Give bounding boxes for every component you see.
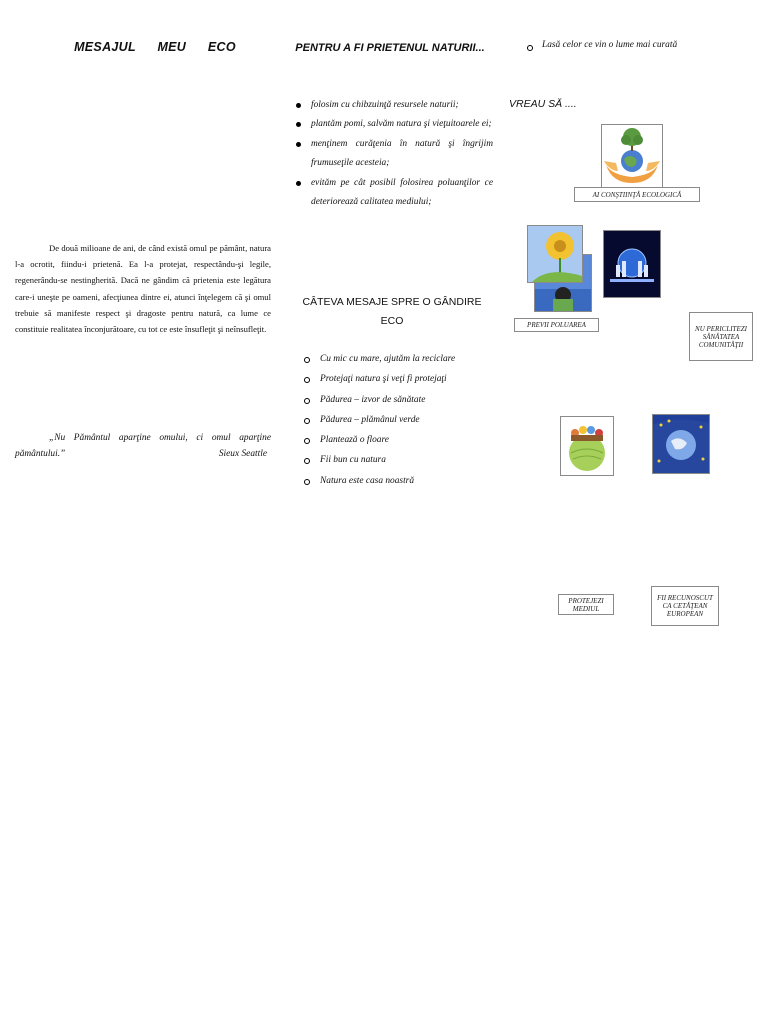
list-item: Fii bun cu natura bbox=[300, 450, 500, 470]
intro-paragraph: De două milioane de ani, de când există omul pe pământ, natura l-a ocrotit, fiindu-i prietenă. Ea l-a protejat, respectându-şi legile, regenerându-se nestingherită. Dacă ne gândim că prietenia este legătura care-i uneşte pe oameni, afecţiunea dintre ei, atunci înţelegem că şi omul trebuie să manifeste respect şi dragoste pentru natură, ca lume ce constituie realitatea înconjurătoare, cu tot ce este însufleţit şi neînsufleţit. bbox=[15, 243, 271, 335]
list-item: Protejaţi natura şi veţi fi protejaţi bbox=[300, 369, 500, 389]
quote-block bbox=[15, 430, 271, 462]
list-item: Pădurea – izvor de sănătate bbox=[300, 390, 500, 410]
sunflower-image bbox=[527, 225, 583, 283]
prevent-pollution-label: PREVII POLUAREA bbox=[514, 318, 599, 332]
protect-environment-label: PROTEJEZI MEDIUL bbox=[558, 594, 614, 615]
eco-messages-list bbox=[300, 349, 500, 491]
list-item: Natura este casa noastră bbox=[300, 471, 500, 491]
quote-author: Sieux Seattle bbox=[218, 449, 267, 459]
european-citizen-label: FII RECUNOSCUT CA CETĂŢEAN EUROPEAN bbox=[651, 586, 719, 626]
list-item: Plantează o floare bbox=[300, 430, 500, 450]
quote-text: „Nu Pământul aparţine omului, ci omul aparţine pământului.” bbox=[15, 433, 271, 459]
hands-globe-tree-image bbox=[601, 124, 663, 188]
list-item: menţinem curăţenia în natură şi îngrijim frumuseţile acesteia; bbox=[293, 135, 493, 174]
earth-eu-flag-image bbox=[652, 414, 710, 474]
list-item: Cu mic cu mare, ajutăm la reciclare bbox=[300, 349, 500, 369]
night-globe-image bbox=[603, 230, 661, 298]
list-item: plantăm pomi, salvăm natura şi vieţuitoarele ei; bbox=[293, 115, 493, 134]
ecological-conscience-label: AI CONŞTIINŢĂ ECOLOGICĂ bbox=[574, 187, 700, 202]
friend-of-nature-title: PENTRU A FI PRIETENUL NATURII... bbox=[295, 42, 485, 54]
nature-actions-list bbox=[293, 96, 493, 212]
list-item: folosim cu chibzuinţă resursele naturii; bbox=[293, 96, 493, 115]
i-want-heading: VREAU SĂ .... bbox=[509, 98, 577, 110]
list-item: Pădurea – plămânul verde bbox=[300, 410, 500, 430]
cleaner-world-item: Lasă celor ce vin o lume mai curată bbox=[520, 40, 762, 50]
list-item: evităm pe cât posibil folosirea poluanţilor ce deteriorează calitatea mediului; bbox=[293, 174, 493, 213]
brochure-title: MESAJUL MEU ECO bbox=[74, 40, 236, 54]
green-globe-people-image bbox=[560, 416, 614, 476]
eco-messages-title: CÂTEVA MESAJE SPRE O GÂNDIRE ECO bbox=[302, 296, 482, 327]
community-health-label: NU PERICLITEZI SĂNĂTATEA COMUNITĂŢII bbox=[689, 312, 753, 361]
